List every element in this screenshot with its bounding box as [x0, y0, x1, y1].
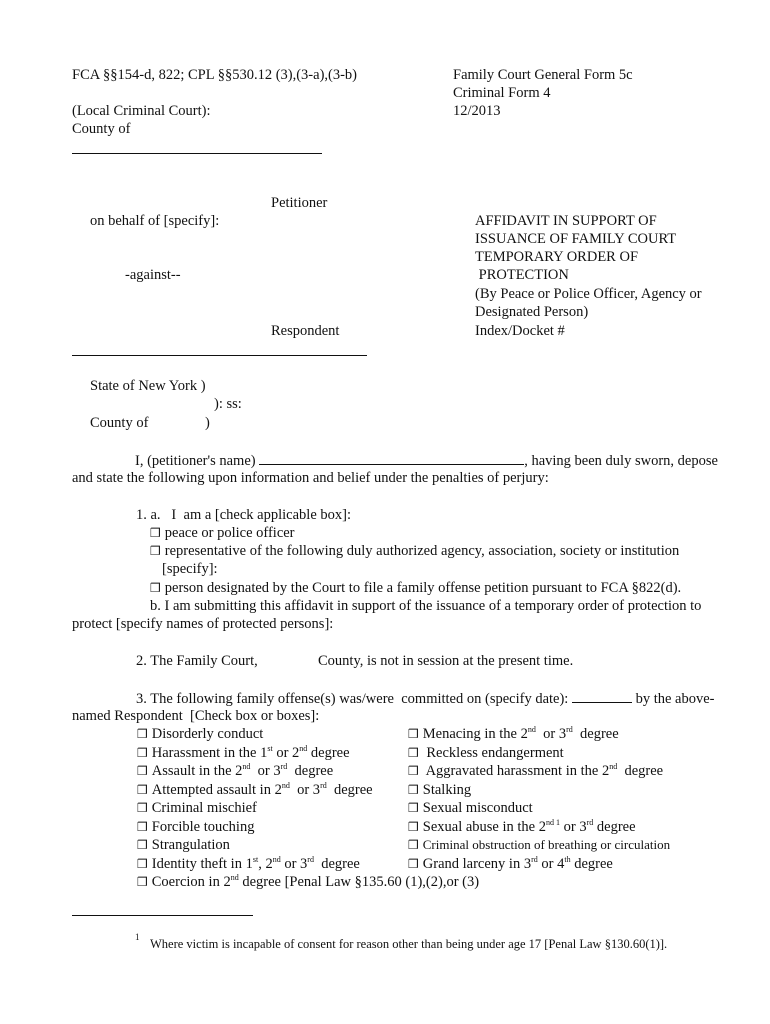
- offense-label: or 3: [535, 726, 567, 742]
- checkbox-icon[interactable]: ❒: [408, 727, 419, 741]
- section-1b-line-2: protect [specify names of protected persons]:: [72, 616, 334, 632]
- sworn-text: , having been duly sworn, depose: [524, 453, 718, 469]
- offense-label: Sexual abuse in the 2: [422, 818, 546, 835]
- petitioner-name-label: I, (petitioner's name): [135, 453, 256, 469]
- petitioner-name-field[interactable]: [259, 451, 524, 465]
- title-line: ISSUANCE OF FAMILY COURT: [475, 231, 677, 247]
- title-line: PROTECTION: [475, 267, 569, 283]
- offense-label: Assault in the 2: [151, 763, 243, 779]
- ordinal-suffix: nd: [609, 762, 618, 772]
- offense-label: Identity theft in 1: [151, 855, 253, 872]
- venue-ss: ): ss:: [214, 396, 242, 412]
- title-line: Designated Person): [475, 304, 589, 320]
- offense-label: or 2: [272, 744, 300, 761]
- checkbox-icon[interactable]: ❒: [137, 745, 148, 760]
- against-label: -against--: [125, 267, 181, 283]
- offense-label: or 3: [280, 855, 308, 872]
- footnote-separator: [72, 915, 253, 916]
- offense-label: Attempted assault in 2: [151, 781, 282, 798]
- ordinal-suffix: nd: [230, 873, 239, 883]
- county-label: County of: [72, 121, 131, 137]
- checkbox-icon[interactable]: ❒: [137, 764, 148, 778]
- offense-label: degree: [313, 855, 360, 872]
- offense-option[interactable]: [137, 836, 230, 854]
- checkbox-icon[interactable]: ❒: [137, 838, 148, 852]
- ordinal-suffix: rd: [307, 854, 314, 864]
- petitioner-label: Petitioner: [271, 195, 328, 211]
- ordinal-suffix: rd: [566, 725, 573, 735]
- role-option-agency[interactable]: ❒ representative of the following duly authorized agency, association, society or institution: [150, 543, 680, 559]
- section-1a-heading: 1. a. I am a [check applicable box]:: [136, 507, 351, 523]
- ordinal-suffix: rd: [280, 762, 288, 772]
- intro-line-2: and state the following upon information and belief under the penalties of perjury:: [72, 470, 549, 486]
- ordinal-suffix: nd: [242, 762, 251, 772]
- checkbox-icon[interactable]: ❒: [137, 875, 148, 889]
- offense-option[interactable]: [408, 781, 471, 799]
- checkbox-icon[interactable]: ❒: [408, 819, 419, 834]
- checkbox-icon[interactable]: ❒: [408, 745, 419, 760]
- offense-label: Harassment in the 1: [151, 744, 268, 761]
- offense-label: degree: [572, 726, 619, 742]
- ordinal-suffix: rd: [320, 780, 327, 790]
- offense-label: Criminal obstruction of breathing or circulation: [422, 837, 671, 852]
- offense-label: or 4: [537, 855, 565, 872]
- offense-label: or 3: [560, 818, 587, 835]
- ordinal-suffix: rd: [531, 854, 538, 864]
- offense-label: Criminal mischief: [151, 800, 257, 816]
- offense-label: degree: [570, 855, 613, 872]
- offense-label: degree: [326, 781, 373, 798]
- offense-label: degree: [307, 744, 350, 761]
- offense-option[interactable]: [137, 781, 373, 799]
- checkbox-icon[interactable]: ❒: [137, 782, 148, 797]
- offense-label: Aggravated harassment in the 2: [422, 763, 610, 779]
- footnote-marker: 1: [135, 932, 140, 942]
- offense-label: Sexual misconduct: [422, 800, 533, 816]
- venue-paren: ): [205, 415, 210, 431]
- offense-label: degree [Penal Law §135.60 (1),(2),or (3): [238, 874, 480, 890]
- checkbox-icon[interactable]: ❒: [150, 544, 161, 558]
- offense-label: or 3: [289, 781, 321, 798]
- county-blank-line[interactable]: [72, 153, 322, 154]
- checkbox-icon[interactable]: ❒: [408, 782, 419, 797]
- agency-specify-label: [specify]:: [162, 561, 218, 577]
- form-alt-name: Criminal Form 4: [453, 85, 551, 101]
- offense-option[interactable]: [137, 873, 479, 891]
- role-option-designated[interactable]: ❒ person designated by the Court to file a family offense petition pursuant to FCA §822(d).: [150, 580, 682, 596]
- ordinal-suffix: rd: [586, 817, 594, 827]
- checkbox-icon[interactable]: ❒: [408, 838, 419, 852]
- form-date: 12/2013: [453, 103, 501, 119]
- intro-line-1: [135, 451, 718, 470]
- checkbox-icon[interactable]: ❒: [150, 581, 161, 595]
- venue-state: State of New York ): [90, 378, 206, 394]
- offense-label: degree: [593, 818, 636, 835]
- ordinal-suffix: st: [267, 743, 273, 753]
- ordinal-suffix: nd: [299, 743, 308, 753]
- section-3-line-1: 3. The following family offense(s) was/were committed on (specify date): by the above-: [136, 691, 715, 707]
- title-line: (By Peace or Police Officer, Agency or: [475, 286, 702, 302]
- checkbox-icon[interactable]: ❒: [408, 856, 419, 871]
- checkbox-icon[interactable]: ❒: [137, 727, 148, 741]
- offense-label: Coercion in 2: [151, 874, 231, 890]
- title-line: TEMPORARY ORDER OF: [475, 249, 639, 265]
- checkbox-icon[interactable]: ❒: [137, 819, 148, 834]
- title-line: AFFIDAVIT IN SUPPORT OF: [475, 213, 657, 229]
- role-option-officer[interactable]: ❒ peace or police officer: [150, 525, 295, 541]
- checkbox-icon[interactable]: ❒: [137, 856, 148, 871]
- offense-option[interactable]: [137, 799, 257, 817]
- offense-label: Disorderly conduct: [151, 726, 264, 742]
- form-name: Family Court General Form 5c: [453, 67, 633, 83]
- offense-option[interactable]: [408, 744, 564, 762]
- offense-label: , 2: [258, 855, 273, 872]
- local-court-label: (Local Criminal Court):: [72, 103, 211, 119]
- ordinal-suffix: st: [252, 854, 259, 864]
- offense-option[interactable]: [408, 818, 636, 836]
- ordinal-suffix: nd: [281, 780, 290, 790]
- offense-option[interactable]: [137, 818, 254, 836]
- offense-option[interactable]: [137, 855, 360, 873]
- offense-option[interactable]: [408, 762, 663, 780]
- offense-label: Menacing in the 2: [422, 726, 528, 742]
- offense-label: Stalking: [422, 781, 472, 798]
- ordinal-suffix: nd: [272, 854, 281, 864]
- venue-county: County of: [90, 415, 149, 431]
- ordinal-suffix: 1: [554, 817, 560, 827]
- footnote-text: Where victim is incapable of consent for reason other than being under age 17 [Penal Law §130.60(1)].: [150, 937, 668, 951]
- section-3-line-2: named Respondent [Check box or boxes]:: [72, 708, 320, 724]
- offense-label: Reckless endangerment: [422, 744, 564, 761]
- ordinal-suffix: th: [564, 854, 571, 864]
- statute-citation: FCA §§154-d, 822; CPL §§530.12 (3),(3-a),(3-b): [72, 67, 358, 83]
- offense-option[interactable]: [408, 855, 613, 873]
- checkbox-icon[interactable]: ❒: [137, 801, 148, 815]
- caption-rule: [72, 355, 367, 356]
- section-2-text: County, is not in session at the present time.: [318, 653, 574, 669]
- offense-option[interactable]: [137, 744, 350, 762]
- offense-label: degree: [617, 763, 664, 779]
- offense-option[interactable]: [408, 725, 619, 743]
- section-1b-line-1: b. I am submitting this affidavit in support of the issuance of a temporary order of protection to: [150, 598, 702, 614]
- respondent-label: Respondent: [271, 323, 340, 339]
- ordinal-suffix: nd: [546, 817, 554, 827]
- checkbox-icon[interactable]: ❒: [150, 526, 161, 540]
- offense-label: Grand larceny in 3: [422, 855, 532, 872]
- offense-label: degree: [287, 763, 334, 779]
- offense-label: Strangulation: [151, 837, 230, 853]
- on-behalf-label: on behalf of [specify]:: [90, 213, 220, 229]
- offense-option[interactable]: [137, 725, 263, 743]
- index-docket-label: Index/Docket #: [475, 323, 565, 339]
- section-2-label: 2. The Family Court,: [136, 653, 258, 669]
- offense-option[interactable]: [408, 836, 670, 854]
- offense-option[interactable]: [137, 762, 333, 780]
- ordinal-suffix: nd: [527, 725, 536, 735]
- offense-label: Forcible touching: [151, 818, 255, 835]
- offense-date-field[interactable]: [572, 689, 632, 703]
- offense-option[interactable]: [408, 799, 533, 817]
- checkbox-icon[interactable]: ❒: [408, 764, 419, 778]
- checkbox-icon[interactable]: ❒: [408, 801, 419, 815]
- offense-label: or 3: [250, 763, 281, 779]
